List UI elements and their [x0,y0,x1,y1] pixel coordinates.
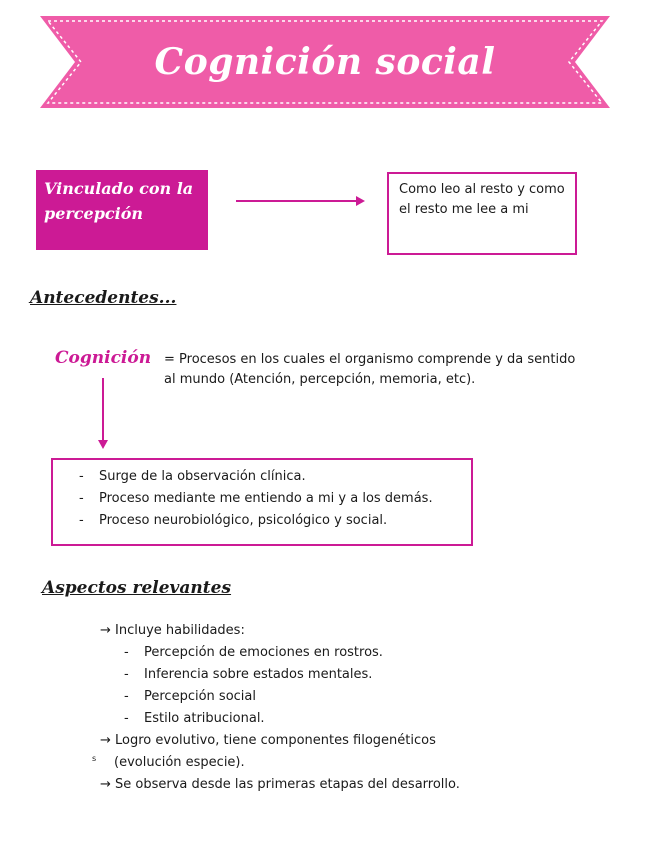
stray-mark: s [92,754,97,763]
list-item: - Percepción social [124,686,460,708]
list-item: - Proceso mediante me entiendo a mi y a los demás. [79,488,471,510]
social-reading-box: Como leo al resto y como el resto me lee a mi [387,172,577,255]
list-item: - Percepción de emociones en rostros. [124,642,460,664]
aspect-point-2-cont: (evolución especie). [114,755,245,770]
aspect-point-1: → Incluye habilidades: [100,623,245,638]
list-item: - Inferencia sobre estados mentales. [124,664,460,686]
perception-box: Vinculado con la percepción [36,170,208,250]
aspectos-list [100,620,460,796]
heading-antecedentes: Antecedentes... [30,288,177,308]
list-item: - Proceso neurobiológico, psicológico y social. [79,510,471,532]
list-item: - Estilo atribucional. [124,708,460,730]
antecedentes-list-box [51,458,473,546]
cognicion-definition: = Procesos en los cuales el organismo comprende y da sentido al mundo (Atención, percepción, memoria, etc). [164,352,576,387]
down-arrow-icon [96,378,110,450]
heading-aspectos: Aspectos relevantes [42,578,232,598]
aspect-point-3: → Se observa desde las primeras etapas del desarrollo. [100,777,460,792]
term-cognicion: Cognición [55,348,152,368]
page-title: Cognición social [154,41,496,83]
skills-list [100,642,460,730]
title-banner [40,16,610,108]
list-item: - Surge de la observación clínica. [79,466,471,488]
aspect-point-2: → Logro evolutivo, tiene componentes filogenéticos [100,733,436,748]
right-arrow-icon [236,193,366,209]
